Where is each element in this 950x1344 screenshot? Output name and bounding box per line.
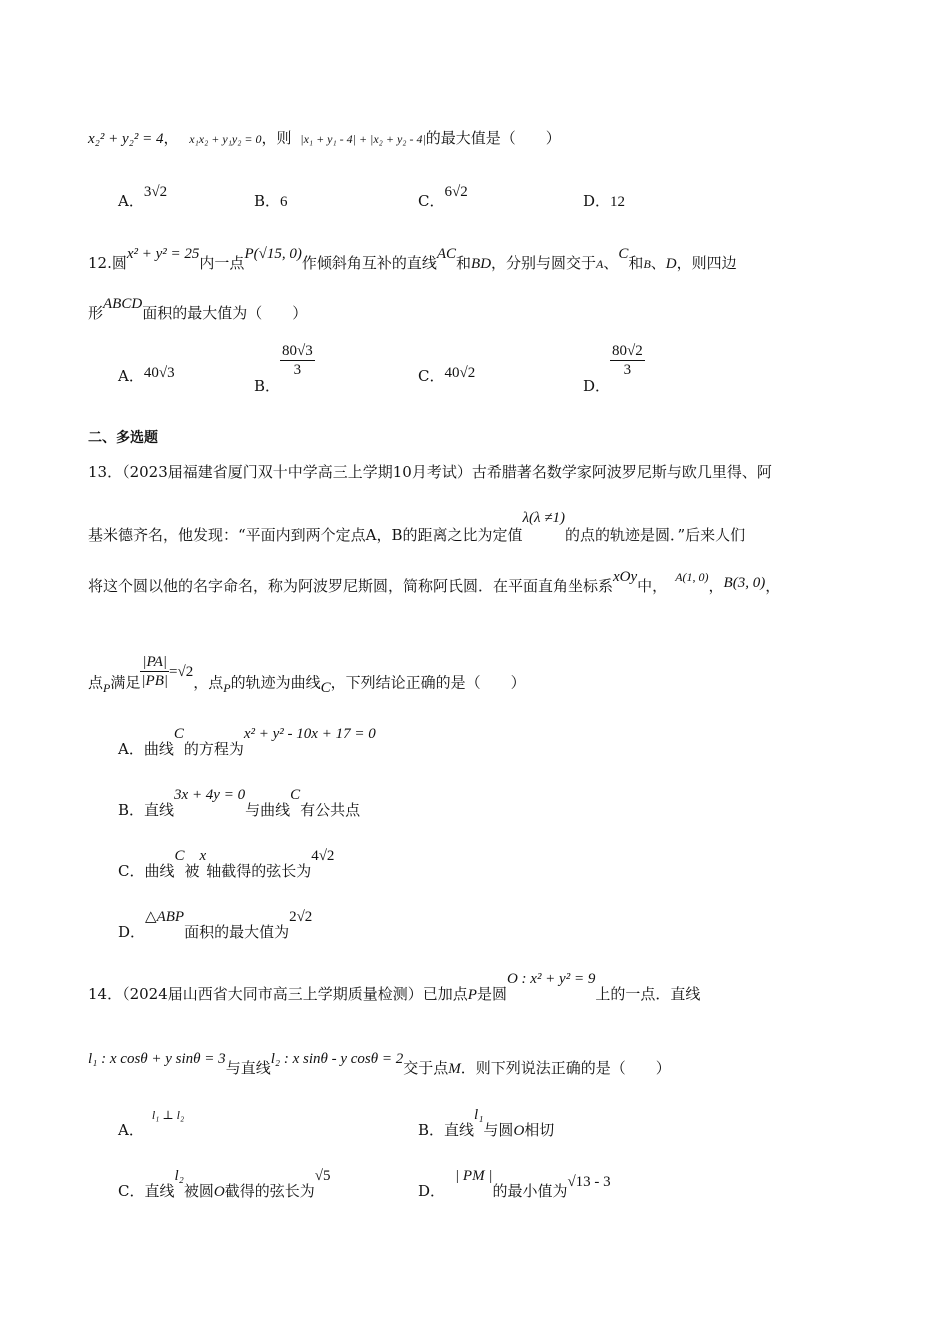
ratio-value: =√2 xyxy=(169,663,194,680)
option-label: C． xyxy=(418,192,445,210)
q12-stem-line1 xyxy=(88,246,737,274)
q13-option-c xyxy=(118,848,335,882)
text: ．则下列说法正确的是（ ） xyxy=(460,1059,671,1077)
text: 相切 xyxy=(524,1121,555,1139)
ratio-num: |PA| xyxy=(142,654,168,670)
text: 被 xyxy=(184,862,200,880)
value: l₁ ⊥ l₂ xyxy=(151,1108,185,1122)
text: 中， xyxy=(637,577,668,595)
q12-line-bd: BD xyxy=(471,256,492,272)
q12-quad: ABCD xyxy=(103,296,143,312)
text: ，则四边 xyxy=(676,254,737,272)
q11-then: ，则 xyxy=(261,129,292,147)
axis-x: x xyxy=(199,848,207,864)
option-label: B． xyxy=(254,192,281,210)
option-value: 12 xyxy=(610,194,626,210)
point-m: M xyxy=(448,1061,461,1077)
text: ，下列结论正确的是（ ） xyxy=(330,673,526,692)
fraction-num: 80√3 xyxy=(282,343,313,359)
line-l1: l₁ xyxy=(474,1107,484,1123)
q12-option-c xyxy=(418,366,475,387)
text: 满足 xyxy=(110,673,141,692)
fraction-num: 80√2 xyxy=(612,343,643,359)
text: 与直线 xyxy=(225,1059,271,1077)
text: 和 xyxy=(628,254,644,272)
q11-eq-b: x₁x₂ + y₁y₂ = 0 xyxy=(189,132,262,146)
option-label: D． xyxy=(583,192,611,210)
q13-xoy: xOy xyxy=(613,569,638,585)
point-a: A xyxy=(596,257,604,271)
text: 是圆 xyxy=(476,985,507,1003)
value: √5 xyxy=(314,1168,331,1184)
point-d: D xyxy=(665,256,677,272)
ratio-den: |PB| xyxy=(141,673,168,689)
option-value: 6 xyxy=(280,194,288,210)
text: 内一点 xyxy=(199,254,245,272)
section-title: 二、多选题 xyxy=(88,430,158,446)
point-p: P xyxy=(223,680,231,695)
text: B．直线 xyxy=(118,801,175,819)
q13-lambda: λ(λ ≠1) xyxy=(522,510,565,526)
text: B．直线 xyxy=(418,1121,475,1139)
q14-circle-eq: O : x² + y² = 9 xyxy=(506,971,596,987)
curve-c: C xyxy=(173,726,184,742)
q14-option-c xyxy=(118,1168,331,1202)
fraction-den: 3 xyxy=(293,362,302,378)
q12-number: 12.圆 xyxy=(88,254,127,272)
q13-point-b: B(3, 0) xyxy=(723,575,766,591)
q13-line2 xyxy=(88,510,746,546)
q11-option-c xyxy=(418,184,468,212)
q13-option-a xyxy=(118,726,376,760)
q11-eq-c: |x₁ + y₁ - 4| + |x₂ + y₂ - 4| xyxy=(300,132,426,146)
q11-stem xyxy=(88,128,561,149)
q12-option-a xyxy=(118,366,175,387)
q13-line4 xyxy=(88,654,526,702)
q13-ratio xyxy=(140,653,169,690)
value: 4√2 xyxy=(311,848,335,864)
triangle-abp: △ABP xyxy=(145,909,185,925)
value: | PM | xyxy=(455,1168,493,1184)
curve-c: C xyxy=(174,848,185,864)
option-label: A． xyxy=(118,192,144,210)
q11-option-d xyxy=(583,191,625,212)
text: 将这个圆以他的名字命名，称为阿波罗尼斯圆，简称阿氏圆．在平面直角坐标系 xyxy=(88,577,614,595)
text: 点 xyxy=(88,673,104,692)
q13-option-b xyxy=(118,787,361,821)
line-l2: l₂ xyxy=(174,1168,184,1184)
text: 、 xyxy=(603,254,619,272)
circle-o: O xyxy=(513,1123,525,1139)
text: D． xyxy=(118,923,146,941)
text: C．曲线 xyxy=(118,862,175,880)
q11-option-a xyxy=(118,184,168,212)
q12-point: P(√15, 0) xyxy=(244,246,302,262)
text: 有公共点 xyxy=(300,801,361,819)
circle-o: O xyxy=(213,1184,225,1200)
q14-line2 xyxy=(88,1051,671,1079)
text: 形 xyxy=(88,304,104,322)
text: 轴截得的弦长为 xyxy=(206,862,312,880)
option-fraction xyxy=(610,342,645,379)
option-value: 6√2 xyxy=(444,184,468,200)
q11-option-b xyxy=(254,191,288,212)
option-label: B． xyxy=(254,376,281,395)
value: 2√2 xyxy=(289,909,313,925)
text: C．直线 xyxy=(118,1182,175,1200)
text: 截得的弦长为 xyxy=(224,1182,315,1200)
text: 与曲线 xyxy=(245,801,291,819)
text: ，点 xyxy=(193,673,224,692)
option-label: D． xyxy=(583,376,611,395)
text: A． xyxy=(118,1121,144,1139)
q12-line-ac: AC xyxy=(436,246,457,262)
q14-line1 xyxy=(88,971,701,1005)
q11-eq-a: x₂² + y₂² = 4 xyxy=(88,131,164,147)
text: ，分别与圆交于 xyxy=(491,254,597,272)
point-c: C xyxy=(618,246,629,262)
text: 面积的最大值为 xyxy=(184,923,290,941)
option-fraction xyxy=(280,342,315,379)
text: 上的一点．直线 xyxy=(595,985,701,1003)
text: 的点的轨迹是圆．”后来人们 xyxy=(565,526,746,544)
value: √13 - 3 xyxy=(567,1174,611,1190)
text: D． xyxy=(418,1182,446,1200)
curve-c: C xyxy=(320,679,331,696)
q12-stem-line2 xyxy=(88,296,308,324)
q11-sep: ， xyxy=(163,129,179,147)
text: 与圆 xyxy=(483,1121,514,1139)
option-value: 40√3 xyxy=(143,365,175,381)
point-p: P xyxy=(467,987,477,1003)
option-value: 3√2 xyxy=(143,184,168,200)
curve-c: C xyxy=(290,787,301,803)
q14-option-b xyxy=(418,1107,555,1141)
text: A．曲线 xyxy=(118,740,174,758)
text: 交于点 xyxy=(403,1059,449,1077)
q13-option-d xyxy=(118,909,313,943)
text: 基米德齐名，他发现：“平面内到两个定点A，B的距离之比为定值 xyxy=(88,526,523,544)
text: 面积的最大值为（ ） xyxy=(142,304,308,322)
point-p: P xyxy=(103,680,111,695)
point-b: B xyxy=(643,257,651,271)
text: 作倾斜角互补的直线 xyxy=(301,254,437,272)
q12-option-b xyxy=(254,342,315,395)
q13-line3 xyxy=(88,569,781,597)
text: 14．（2024届山西省大同市高三上学期质量检测）已加点 xyxy=(88,985,468,1003)
option-label: C． xyxy=(418,367,445,385)
text: 的方程为 xyxy=(183,740,244,758)
text: 和 xyxy=(456,254,472,272)
text: ， xyxy=(765,577,781,595)
q13-option-a-eq: x² + y² - 10x + 17 = 0 xyxy=(243,726,376,742)
q12-circle-eq: x² + y² = 25 xyxy=(126,246,200,262)
fraction-den: 3 xyxy=(623,362,632,378)
q11-tail: 的最大值是（ ） xyxy=(425,129,561,147)
q13-line1: 13．（2023届福建省厦门双十中学高三上学期10月考试）古希腊著名数学家阿波罗尼斯与欧几里得、阿 xyxy=(88,463,772,481)
option-label: A． xyxy=(118,367,144,385)
text: 的轨迹为曲线 xyxy=(230,673,321,692)
text: 、 xyxy=(650,254,666,272)
q14-line-l2: l₂ : x sinθ - y cosθ = 2 xyxy=(270,1051,404,1067)
q13-point-a: A(1, 0) xyxy=(675,570,709,584)
text: 被圆 xyxy=(183,1182,214,1200)
q14-option-d xyxy=(418,1168,611,1202)
q12-option-d xyxy=(583,342,645,395)
text: ， xyxy=(708,577,724,595)
q14-line-l1: l₁ : x cosθ + y sinθ = 3 xyxy=(88,1051,226,1067)
option-value: 40√2 xyxy=(444,365,476,381)
q13-option-b-eq: 3x + 4y = 0 xyxy=(174,787,246,803)
text: 的最小值为 xyxy=(492,1182,568,1200)
